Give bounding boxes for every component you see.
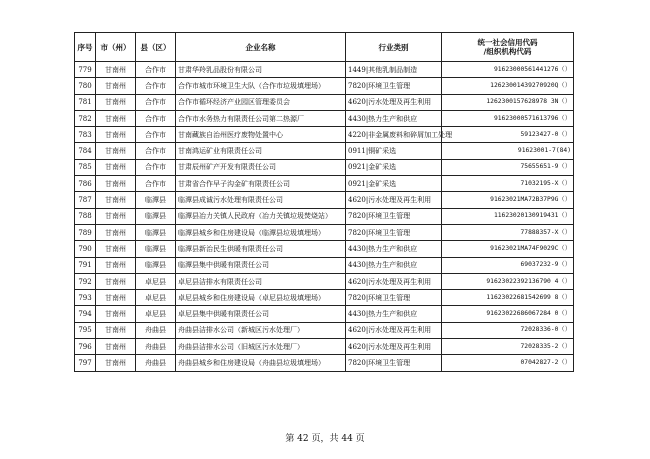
cell-code: 91623001-7(84) <box>442 143 574 159</box>
cell-industry: 7820|环境卫生管理 <box>346 290 442 306</box>
cell-city: 甘南州 <box>96 110 136 126</box>
cell-seq: 791 <box>75 257 96 273</box>
cell-city: 甘南州 <box>96 62 136 78</box>
cell-city: 甘南州 <box>96 355 136 371</box>
cell-company: 甘肃辰州矿产开发有限责任公司 <box>176 159 346 175</box>
cell-company: 舟曲县洁排水公司（新城区污水处理厂） <box>176 322 346 338</box>
cell-city: 甘南州 <box>96 257 136 273</box>
cell-county: 卓尼县 <box>136 290 176 306</box>
cell-county: 舟曲县 <box>136 322 176 338</box>
cell-company: 卓尼县集中供暖有限责任公司 <box>176 306 346 322</box>
cell-city: 甘南州 <box>96 78 136 94</box>
cell-seq: 783 <box>75 127 96 143</box>
cell-code: 91623000561441276（） <box>442 62 574 78</box>
cell-county: 临潭县 <box>136 224 176 240</box>
cell-seq: 779 <box>75 62 96 78</box>
cell-seq: 794 <box>75 306 96 322</box>
table-row <box>75 322 574 338</box>
cell-county: 合作市 <box>136 78 176 94</box>
table-row <box>75 110 574 126</box>
cell-company: 卓尼县城乡和住房建设局（卓尼县垃圾填埋场） <box>176 290 346 306</box>
cell-company: 临潭县集中供暖有限责任公司 <box>176 257 346 273</box>
cell-company: 舟曲县洁排水公司（旧城区污水处理厂） <box>176 339 346 355</box>
cell-industry: 4620|污水处理及再生利用 <box>346 322 442 338</box>
table-row <box>75 339 574 355</box>
cell-seq: 784 <box>75 143 96 159</box>
header-company: 企业名称 <box>176 33 346 62</box>
cell-code: 12623001439270920Q（） <box>442 78 574 94</box>
cell-seq: 789 <box>75 224 96 240</box>
table-row <box>75 159 574 175</box>
header-city: 市（州） <box>96 33 136 62</box>
header-seq: 序号 <box>75 33 96 62</box>
cell-code: 72028335-2（） <box>442 339 574 355</box>
cell-code: 11623022681542699 8（） <box>442 290 574 306</box>
table-row <box>75 208 574 224</box>
table-row <box>75 290 574 306</box>
cell-city: 甘南州 <box>96 290 136 306</box>
cell-industry: 7820|环境卫生管理 <box>346 224 442 240</box>
cell-seq: 795 <box>75 322 96 338</box>
cell-seq: 792 <box>75 273 96 289</box>
cell-company: 甘肃华羚乳品股份有限公司 <box>176 62 346 78</box>
cell-industry: 4430|热力生产和供应 <box>346 110 442 126</box>
cell-industry: 4430|热力生产和供应 <box>346 257 442 273</box>
cell-city: 甘南州 <box>96 339 136 355</box>
table-header-row <box>75 33 574 62</box>
cell-code: 91623000571613796（） <box>442 110 574 126</box>
table-row <box>75 78 574 94</box>
table-row <box>75 273 574 289</box>
cell-industry: 7820|环境卫生管理 <box>346 208 442 224</box>
cell-code: 1262300157628978 3N（） <box>442 94 574 110</box>
cell-county: 临潭县 <box>136 241 176 257</box>
cell-county: 卓尼县 <box>136 273 176 289</box>
enterprise-table <box>74 32 574 372</box>
cell-code: 75655651-9（） <box>442 159 574 175</box>
cell-company: 甘肃省合作早子沟金矿有限责任公司 <box>176 176 346 192</box>
cell-city: 甘南州 <box>96 306 136 322</box>
cell-company: 卓尼县洁排水有限责任公司 <box>176 273 346 289</box>
cell-county: 合作市 <box>136 127 176 143</box>
cell-city: 甘南州 <box>96 208 136 224</box>
cell-code: 77888357-X（） <box>442 224 574 240</box>
cell-code: 59123427-0（） <box>442 127 574 143</box>
cell-county: 舟曲县 <box>136 339 176 355</box>
cell-city: 甘南州 <box>96 176 136 192</box>
cell-county: 合作市 <box>136 110 176 126</box>
cell-industry: 0921|金矿采选 <box>346 159 442 175</box>
cell-seq: 782 <box>75 110 96 126</box>
cell-county: 合作市 <box>136 94 176 110</box>
cell-company: 临潭县城乡和住房建设局（临潭县垃圾填埋场） <box>176 224 346 240</box>
table-row <box>75 176 574 192</box>
table-row <box>75 94 574 110</box>
cell-code: 71032195-X（） <box>442 176 574 192</box>
cell-industry: 4430|热力生产和供应 <box>346 241 442 257</box>
cell-company: 合作市循环经济产业园区管理委员会 <box>176 94 346 110</box>
cell-company: 甘南鸿运矿业有限责任公司 <box>176 143 346 159</box>
table-row <box>75 224 574 240</box>
cell-county: 合作市 <box>136 62 176 78</box>
header-county: 县（区） <box>136 33 176 62</box>
table-row <box>75 257 574 273</box>
cell-code: 91623021MA72B37P9G（） <box>442 192 574 208</box>
cell-industry: 0921|金矿采选 <box>346 176 442 192</box>
cell-city: 甘南州 <box>96 143 136 159</box>
header-code-line1: 统一社会信用代码 <box>477 38 538 47</box>
cell-code: 91623021MA74F9029C（） <box>442 241 574 257</box>
table-row <box>75 192 574 208</box>
header-code <box>442 33 574 62</box>
cell-company: 合作市城市环境卫生大队（合作市垃圾填埋场） <box>176 78 346 94</box>
cell-industry: 4620|污水处理及再生利用 <box>346 192 442 208</box>
cell-county: 合作市 <box>136 176 176 192</box>
cell-industry: 4430|热力生产和供应 <box>346 306 442 322</box>
cell-industry: 4220|非金属废料和碎屑加工处理 <box>346 127 442 143</box>
cell-seq: 793 <box>75 290 96 306</box>
cell-code: 69037232-9（） <box>442 257 574 273</box>
cell-industry: 4620|污水处理及再生利用 <box>346 339 442 355</box>
cell-code: 07042827-2（） <box>442 355 574 371</box>
cell-city: 甘南州 <box>96 273 136 289</box>
cell-industry: 7820|环境卫生管理 <box>346 355 442 371</box>
cell-company: 临潭县成诚污水处理有限责任公司 <box>176 192 346 208</box>
cell-code: 72028336-0（） <box>442 322 574 338</box>
cell-industry: 1449|其他乳制品制造 <box>346 62 442 78</box>
cell-industry: 0911|铜矿采选 <box>346 143 442 159</box>
cell-seq: 780 <box>75 78 96 94</box>
cell-seq: 797 <box>75 355 96 371</box>
cell-code: 91623022686067284 0（） <box>442 306 574 322</box>
header-code-line2: /组织机构代码 <box>483 47 532 56</box>
cell-city: 甘南州 <box>96 241 136 257</box>
cell-county: 临潭县 <box>136 192 176 208</box>
cell-city: 甘南州 <box>96 224 136 240</box>
table-row <box>75 355 574 371</box>
header-industry: 行业类别 <box>346 33 442 62</box>
cell-seq: 796 <box>75 339 96 355</box>
table-row <box>75 143 574 159</box>
cell-seq: 785 <box>75 159 96 175</box>
cell-company: 临潭县冶力关镇人民政府（冶力关镇垃圾焚烧站） <box>176 208 346 224</box>
cell-code: 11623020130919431（） <box>442 208 574 224</box>
table-row <box>75 241 574 257</box>
cell-company: 舟曲县城乡和住房建设局（舟曲县垃圾填埋场） <box>176 355 346 371</box>
table-row <box>75 306 574 322</box>
cell-county: 临潭县 <box>136 208 176 224</box>
table-row <box>75 62 574 78</box>
cell-city: 甘南州 <box>96 192 136 208</box>
cell-company: 临潭县新治民生供暖有限责任公司 <box>176 241 346 257</box>
cell-industry: 4620|污水处理及再生利用 <box>346 94 442 110</box>
cell-company: 合作市水务热力有限责任公司第二热源厂 <box>176 110 346 126</box>
cell-county: 舟曲县 <box>136 355 176 371</box>
cell-county: 临潭县 <box>136 257 176 273</box>
cell-seq: 788 <box>75 208 96 224</box>
cell-seq: 790 <box>75 241 96 257</box>
cell-seq: 787 <box>75 192 96 208</box>
cell-city: 甘南州 <box>96 322 136 338</box>
cell-seq: 781 <box>75 94 96 110</box>
cell-code: 91623022392136790 4（） <box>442 273 574 289</box>
cell-city: 甘南州 <box>96 127 136 143</box>
cell-company: 甘南藏族自治州医疗废物处置中心 <box>176 127 346 143</box>
cell-county: 合作市 <box>136 143 176 159</box>
cell-city: 甘南州 <box>96 159 136 175</box>
page-footer: 第 42 页，共 44 页 <box>285 434 365 444</box>
table-row <box>75 127 574 143</box>
cell-industry: 7820|环境卫生管理 <box>346 78 442 94</box>
cell-county: 合作市 <box>136 159 176 175</box>
cell-county: 卓尼县 <box>136 306 176 322</box>
cell-city: 甘南州 <box>96 94 136 110</box>
cell-seq: 786 <box>75 176 96 192</box>
cell-industry: 4620|污水处理及再生利用 <box>346 273 442 289</box>
